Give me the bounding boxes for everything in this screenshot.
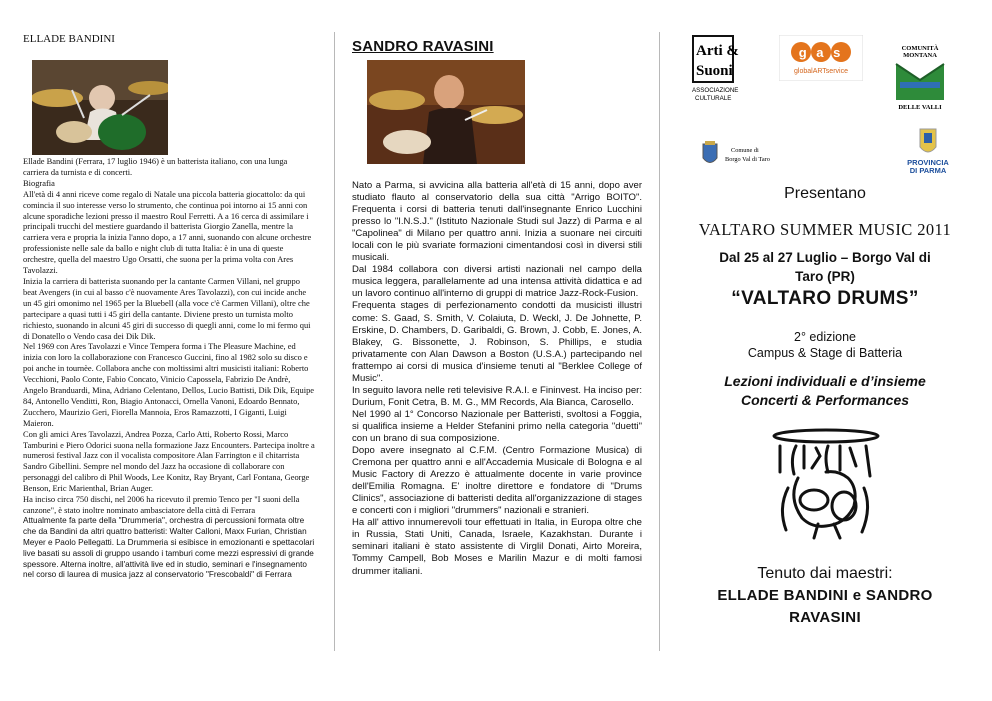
- bandini-column: [23, 0, 315, 701]
- event-dates: [675, 248, 975, 286]
- arti-e-suoni-logo: [692, 35, 752, 103]
- event-edition: [675, 329, 975, 361]
- event-dates-line2: Taro (PR): [795, 269, 855, 284]
- ravasini-biography: [352, 180, 642, 578]
- cm-logo-line2: MONTANA: [903, 52, 937, 59]
- bio-paragraph: Nel 1969 con Ares Tavolazzi e Vince Tempera forma i The Pleasure Machine, ed inizia con loro la collaborazione con Francesco Guccini, fino al 1982 solo su disco e poi anche in tournèe. Collabora anche con moltissimi altri musicisti italiani: Roberto Vecchioni, Paolo Conte, Fabio Concato, Vinicio Capossela, Fabrizio De Andrè, Angelo Branduardi, Mina, Adriano Celentano, Dellos, Lucio Battisti, Dik Dik, Equipe 84, Antonello Venditti, Ron, Biagio Antonacci, Ornella Vanoni, Edoardo Bennato, Zucchero, Maurizio Geri, Fiorella Mannoia, Eros Ramazzotti, I Giganti, Luigi Maieron.: [23, 341, 315, 428]
- teachers-names: [675, 585, 975, 629]
- bio-paragraph: All'età di 4 anni riceve come regalo di Natale una piccola batteria giocattolo: da qui comincia il suo interesse verso lo strumento, che continua poi intorno ai 15 anni con alcune sporadiche lezioni presso il maestro Roul Ferretti. A a 16 cerca di assimilare i principali trucchi del mestiere guardando il batterista Giorgio Zanella, mentre la carriera vera e propria la inizia l'anno dopo, a 17 anni, suonando con alcune orchestre professioniste nelle sale da ballo e night club di tutta Italia: è in una di queste orchestre, quella del maestro Ugo Orsatti, che suona per la prima volta con Ares Tavolazzi.: [23, 188, 312, 276]
- cm-logo-line3: DELLE VALLI: [898, 104, 942, 111]
- bio-paragraph: Nel 1990 al 1° Concorso Nazionale per Batteristi, svoltosi a Foggia, si qualifica insieme a Helder Stefanini primo nella categoria "duetti" con un brano di sua composizione.: [352, 408, 642, 444]
- bio-paragraph: Frequenta stages di perfezionamento condotti da musicisti illustri come: S. Gaad, S. Smith, V. Colaiuta, D. Weckl, J. De Johnette, P. Erskine, D. Chambers, D. Garibaldi, G. Brown, J. Cobb, E. Jones, A. Blakey, G. Bissonette, J. Robinson, S. Phillips, e studia privatamente con Alan Dawson a Boston (U.S.A.) partecipando nel frattempo ai corsi di musica d'insieme tenuti al "Berklee College of Music".: [352, 300, 642, 384]
- arti-logo-sub2: CULTURALE: [695, 95, 732, 102]
- bio-paragraph: Con gli amici Ares Tavolazzi, Andrea Pozza, Carlo Atti, Roberto Rossi, Marco Tamburini e Piero Odorici suona nella formazione Jazz Encounters. Partecipa inoltre a numerosi festival Jazz con il vocalista compositore Alan Farrington e il chitarrista Sandro Gibellini. Sempre nel mondo del Jazz ha occasione di collaborare con personaggi del calibro di Phil Woods, Lee Konitz, Ray Bryant, Carl Fontana, George Benson, Eric Marienthal, Brian Auger.: [23, 428, 315, 494]
- bio-paragraph: Inizia la carriera di batterista suonando per la cantante Carmen Villani, nel gruppo beat Avengers (in cui al basso c'è nuovamente Ares Tavolazzi), con cui incide anche un 45 giri omonimo nel 1965 per la Bluebell (alla voce c'è Carmen Villani), oltre che partecipare a quasi tutti i 45 giri della cantante. Diviene presto un turnista molto richiesto, suonando in alcuni 45 giri di successo di quegli anni, come lo mi fermo qui di Donatello o Vendo casa dei Dik Dik.: [23, 275, 311, 341]
- campus-subtitle: Campus & Stage di Batteria: [747, 346, 903, 360]
- arti-logo-bottom: Suoni: [696, 63, 733, 79]
- bio-paragraph: Nato a Parma, si avvicina alla batteria all'età di 15 anni, dopo aver studiato flauto al conservatorio della sua città "Arrigo BOITO". Frequenta i corsi di batteria tenuti dall'insegnante Enrico Lucchini presso lo "I.N.S.J." (Istituto Nazionale Studi sul Jazz) di Parma e al "Capolinea" di Milano per quattro anni. Inizia a suonare nei circuiti locali con le più svariate formazioni cimentandosi così in diversi stili musicali.: [352, 180, 642, 264]
- arti-logo-top: Arti &: [696, 43, 739, 59]
- presentano-label: Presentano: [784, 185, 866, 202]
- bandini-drummer-photo: [32, 60, 168, 155]
- prov-logo-line2: DI PARMA: [909, 166, 947, 175]
- gas-logo-sub: globalARTservice: [794, 68, 848, 75]
- event-dates-line1: Dal 25 al 27 Luglio – Borgo Val di: [719, 250, 931, 265]
- bio-paragraph: Ha all' attivo innumerevoli tour effettuati in Italia, in Europa oltre che in Russia, Stati Uniti, Canada, Israele, Kazakhstan. Durante i seminari italiani è stato assistente di Virglil Donati, Airto Moreira, Tommy Campell, Bob Moses e Marilin Mazur e di molti famosi drummer italiani.: [352, 517, 642, 577]
- event-cover-column: [675, 0, 975, 701]
- lessons-line2: Concerti & Performances: [740, 392, 910, 408]
- ravasini-name: SANDRO RAVASINI: [352, 38, 494, 55]
- lessons-tagline: [675, 372, 975, 410]
- bio-paragraph: Ellade Bandini (Ferrara, 17 luglio 1946) è un batterista italiano, con una lunga carriera da turnista e di concerti.: [23, 156, 288, 177]
- bio-paragraph: In seguito lavora nelle reti televisive R.A.I. e Fininvest. Ha inciso per: Durium, Fonit Cetra, B. M. G., MM Records, Ala Bianca, Carosello.: [352, 384, 642, 408]
- festival-name: “VALTARO DRUMS”: [731, 288, 919, 309]
- bio-paragraph: Ha inciso circa 750 dischi, nel 2006 ha ricevuto il premio Tenco per "I suoni della canzone", è stato inoltre nominato ambasciatore della città di Ferrara: [23, 494, 300, 515]
- bio-closing-paragraph: Attualmente fa parte della "Drummeria", orchestra di percussioni formata oltre che da Bandini da altri quattro batteristi: Walter Calloni, Maxx Furian, Christian Meyer e Paolo Pellegatti. La Drummeria si esibisce in emozionanti e spettacolari live basati su assoli di gruppo usando i tamburi come mezzi espressivi di grande spessore. Alterna inoltre, all'attività live ed in studio, seminari e l'insegnamento nel corso di laurea di musica jazz al conservatorio "Frescobaldi" di Ferrara: [23, 515, 315, 580]
- bio-paragraph: Dopo avere insegnato al C.F.M. (Centro Formazione Musica) di Cremona per quattro anni e all'Accademia Musicale di Bologna e al Music Factory di Arezzo è attualmente docente in varie province dell'Emilia Romagna. E' inoltre direttore e fondatore di "Drums Clinics", associazione di batteristi dedita all'organizzazione di stages e concerti con i migliori "drummers" nazionali e stranieri.: [352, 445, 642, 517]
- gas-global-art-service-logo: [779, 35, 863, 81]
- comunita-montana-logo: [890, 44, 950, 114]
- provincia-di-parma-logo: [900, 127, 956, 175]
- bandini-biography: [23, 156, 315, 581]
- cm-logo-line1: COMUNITÀ: [901, 45, 939, 52]
- arti-logo-sub1: ASSOCIAZIONE: [692, 87, 739, 94]
- column-divider: [659, 32, 660, 651]
- bio-heading: Biografia: [23, 177, 55, 188]
- comune-logo-line1: Comune di: [731, 147, 759, 154]
- teachers-label: Tenuto dai maestri:: [757, 565, 893, 582]
- column-divider: [334, 32, 335, 651]
- bandini-name: ELLADE BANDINI: [23, 33, 115, 45]
- comune-logo-line2: Borgo Val di Taro: [725, 156, 770, 163]
- ravasini-column: [352, 0, 642, 701]
- edition-number: 2° edizione: [794, 330, 856, 344]
- prov-logo-line1: PROVINCIA: [907, 158, 949, 167]
- teachers-line1: ELLADE BANDINI e SANDRO: [717, 587, 933, 604]
- lessons-line1: Lezioni individuali e d’insieme: [724, 373, 926, 389]
- gas-logo-main: g a s: [798, 45, 844, 60]
- teachers-line2: RAVASINI: [789, 609, 861, 626]
- comune-borgo-val-di-taro-logo: [695, 140, 815, 170]
- bio-paragraph: Dal 1984 collabora con diversi artisti nazionali nel campo della musica leggera, parallelamente ad una intensa attività didattica e ad un lavoro continuo all'interno di gruppi di matrice Jazz-Rock-Fusion.: [352, 264, 642, 300]
- event-title: VALTARO SUMMER MUSIC 2011: [698, 220, 952, 239]
- drum-kit-drawing: [768, 428, 883, 540]
- ravasini-drummer-photo: [367, 60, 525, 164]
